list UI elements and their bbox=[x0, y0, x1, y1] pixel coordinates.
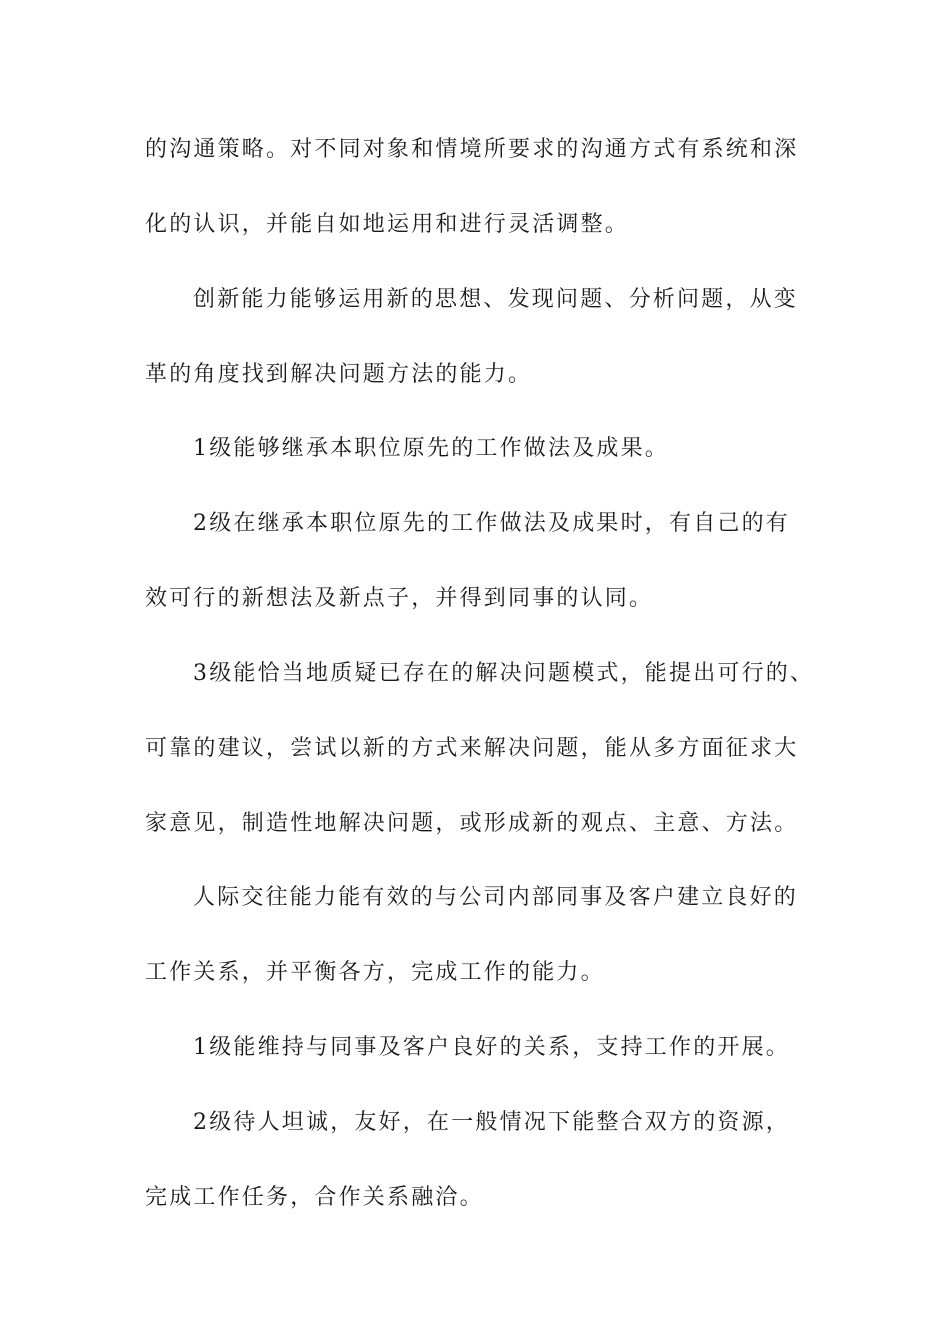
text-line: 完成工作任务，合作关系融洽。 bbox=[145, 1185, 484, 1210]
level-2-interpersonal: 2级待人坦诚，友好，在一般情况下能整合双方的资源， bbox=[193, 1110, 790, 1135]
paragraph-heading-innovation: 创新能力能够运用新的思想、发现问题、分析问题，从变 bbox=[193, 287, 799, 312]
level-3-innovation: 3级能恰当地质疑已存在的解决问题模式，能提出可行的、 bbox=[193, 661, 815, 686]
level-2-innovation: 2级在继承本职位原先的工作做法及成果时，有自己的有 bbox=[193, 511, 790, 536]
text-line: 化的认识，并能自如地运用和进行灵活调整。 bbox=[145, 212, 630, 237]
text-line: 工作关系，并平衡各方，完成工作的能力。 bbox=[145, 960, 605, 985]
text-line: 革的角度找到解决问题方法的能力。 bbox=[145, 362, 533, 387]
paragraph-heading-interpersonal: 人际交往能力能有效的与公司内部同事及客户建立良好的 bbox=[193, 885, 799, 910]
text-line: 的沟通策略。对不同对象和情境所要求的沟通方式有系统和深 bbox=[145, 137, 799, 162]
text-line: 家意见，制造性地解决问题，或形成新的观点、主意、方法。 bbox=[145, 811, 799, 836]
level-1-interpersonal: 1级能维持与同事及客户良好的关系，支持工作的开展。 bbox=[193, 1035, 790, 1060]
level-1-innovation: 1级能够继承本职位原先的工作做法及成果。 bbox=[193, 436, 669, 461]
text-line: 可靠的建议，尝试以新的方式来解决问题，能从多方面征求大 bbox=[145, 736, 799, 761]
text-line: 效可行的新想法及新点子，并得到同事的认同。 bbox=[145, 586, 654, 611]
